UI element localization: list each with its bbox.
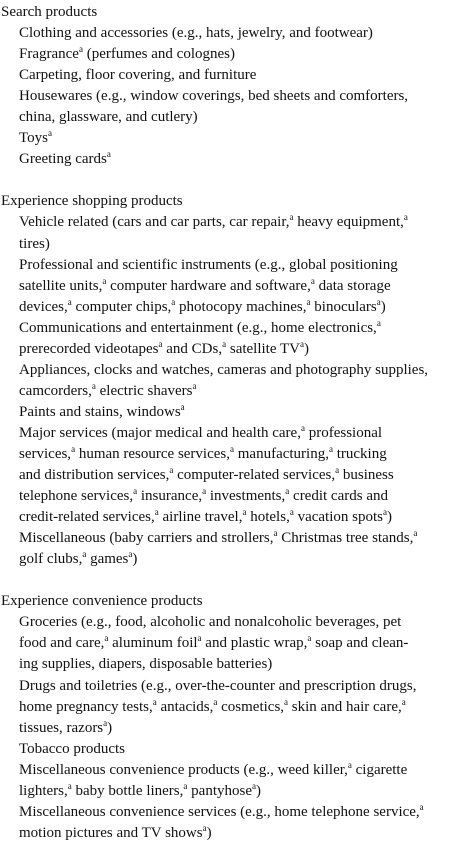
text-run: Appliances, clocks and watches, cameras and photography supplies, [19, 361, 429, 378]
list-item-continuation-line [19, 822, 474, 844]
footnote-marker: a [152, 696, 157, 707]
text-run: photocopy machines, [175, 298, 307, 315]
text-run: ) [206, 824, 212, 841]
text-run: cigarette [351, 761, 408, 778]
list-item [0, 423, 474, 528]
footnote-marker: a [183, 780, 188, 791]
list-item-continuation-line [19, 107, 474, 128]
footnote-marker: a [154, 507, 159, 518]
footnote-marker: a [284, 696, 289, 707]
list-item-first-line [19, 759, 474, 781]
text-run: Communications and entertainment (e.g., home electronics, [19, 319, 377, 336]
footnote-marker: a [401, 696, 406, 707]
section-search-products [0, 2, 474, 170]
section-heading: Search products [1, 4, 98, 20]
footnote-marker: a [197, 633, 202, 644]
text-run: ) [386, 509, 392, 526]
list-item-first-line [19, 255, 474, 276]
footnote-marker: a [335, 465, 340, 476]
list-item-first-line [19, 422, 474, 444]
footnote-marker: a [403, 212, 408, 223]
text-run: skin and hair care, [288, 698, 402, 715]
text-run: ) [132, 551, 138, 568]
section-heading: Experience convenience products [1, 593, 203, 610]
list-item [0, 760, 474, 802]
list-item-first-line [19, 212, 474, 233]
footnote-marker: a [230, 443, 234, 454]
text-run: binoculars [310, 298, 377, 315]
text-run: Vehicle related (cars and car parts, car repair, [19, 214, 290, 231]
text-run: china, glassware, and cutlery) [19, 109, 198, 126]
text-run: Drugs and toiletries (e.g., over-the-counter and prescription drugs, [19, 677, 417, 694]
list-item [0, 212, 474, 254]
section-experience-shopping-products [0, 191, 474, 570]
list-item-continuation-line [19, 654, 474, 675]
text-run: trucking [332, 445, 387, 462]
section-spacer [0, 170, 474, 191]
text-run: and distribution services, [19, 467, 170, 484]
list-item [0, 612, 474, 675]
list-item-continuation-line [19, 296, 474, 318]
list-item-first-line [19, 65, 474, 86]
text-run: Fragrance [19, 46, 79, 63]
text-run: professional [304, 424, 383, 441]
list-item-first-line [19, 612, 474, 633]
list-item-continuation-line [19, 549, 474, 570]
footnote-marker: a [242, 507, 247, 518]
text-run: Toys [19, 130, 48, 147]
text-run: motion pictures and TV shows [19, 824, 203, 841]
list-item [0, 65, 474, 86]
text-run: ) [380, 298, 386, 315]
list-item-first-line [19, 801, 474, 823]
list-item-continuation-line [19, 380, 474, 402]
text-run: Paints and stains, windows [19, 403, 181, 420]
list-item-first-line [19, 128, 474, 149]
list-item-continuation-line [19, 465, 474, 486]
text-run: cosmetics, [217, 698, 285, 715]
footnote-marker: a [91, 380, 96, 391]
text-run: Carpeting, floor covering, and furniture [19, 67, 257, 84]
text-run: manufacturing, [234, 445, 329, 462]
text-run: computer hardware and software, [106, 277, 311, 294]
list-item-continuation-line [19, 275, 474, 297]
text-run: aluminum foil [108, 635, 198, 652]
footnote-marker: a [413, 528, 418, 539]
text-run: Tobacco products [19, 740, 125, 757]
footnote-marker: a [78, 44, 83, 55]
text-run: human resource services, [75, 445, 230, 462]
list-item [0, 86, 474, 128]
list-item-first-line [19, 528, 474, 549]
list-item-continuation-line [19, 717, 474, 739]
text-run: credit cards and [289, 488, 388, 505]
list-item [0, 23, 474, 44]
list-item-first-line [19, 23, 474, 44]
footnote-marker: a [285, 486, 290, 497]
section-experience-convenience-products [0, 591, 474, 844]
text-run: ing supplies, diapers, disposable batteries) [19, 656, 273, 673]
list-item-first-line [19, 676, 474, 697]
text-run: home pregnancy tests, [19, 698, 153, 715]
product-category-list [0, 2, 474, 844]
text-run: satellite units, [19, 277, 103, 294]
text-run: lighters, [19, 782, 68, 799]
footnote-marker: a [306, 296, 311, 307]
text-run: Christmas tree stands, [277, 530, 414, 547]
list-item [0, 739, 474, 760]
text-run: soap and clean- [311, 635, 409, 652]
text-run: computer chips, [71, 298, 172, 315]
text-run: airline travel, [158, 509, 243, 526]
text-run: insurance, [137, 488, 203, 505]
text-run: Greeting cards [19, 151, 107, 168]
text-run: baby bottle liners, [71, 782, 184, 799]
list-item-first-line [19, 149, 474, 170]
text-run: computer-related services, [173, 467, 336, 484]
text-run: pantyhose [187, 782, 252, 799]
list-item [0, 128, 474, 149]
text-run: credit-related services, [19, 509, 155, 526]
text-run: electric shavers [95, 382, 193, 399]
list-item [0, 255, 474, 318]
text-run: Miscellaneous convenience products (e.g., weed killer, [19, 761, 348, 778]
text-run: telephone services, [19, 488, 134, 505]
list-item-first-line [19, 317, 474, 339]
text-run: ) [303, 340, 309, 357]
footnote-marker: a [171, 296, 176, 307]
text-run: hotels, [246, 509, 290, 526]
list-item-continuation-line [19, 696, 474, 718]
text-run: services, [19, 445, 72, 462]
list-item-continuation-line [19, 780, 474, 802]
list-item [0, 402, 474, 423]
text-run: heavy equipment, [293, 214, 404, 231]
text-run: ) [107, 719, 113, 736]
list-item-continuation-line [19, 486, 474, 507]
footnote-marker: a [299, 338, 304, 349]
list-item [0, 44, 474, 65]
text-run: business [339, 467, 394, 484]
list-item-first-line [19, 86, 474, 107]
text-run: Clothing and accessories (e.g., hats, jewelry, and footwear) [19, 25, 373, 42]
list-item-continuation-line [19, 633, 474, 654]
text-run: camcorders, [19, 382, 92, 399]
section-spacer [0, 570, 474, 591]
footnote-marker: a [192, 380, 197, 391]
text-run: tissues, razors [19, 719, 104, 736]
footnote-marker: a [289, 507, 294, 518]
footnote-marker: a [104, 633, 109, 644]
list-item [0, 802, 474, 844]
footnote-marker: a [307, 633, 312, 644]
footnote-marker: a [289, 212, 294, 223]
footnote-marker: a [213, 696, 218, 707]
footnote-marker: a [419, 801, 424, 812]
section-heading: Experience shopping products [1, 193, 183, 210]
footnote-marker: a [133, 486, 138, 497]
list-item-first-line [19, 401, 474, 423]
text-run: vacation spots [293, 509, 383, 526]
text-run: Professional and scientific instruments (e.g., global positioning [19, 256, 398, 273]
footnote-marker: a [202, 822, 207, 833]
footnote-marker: a [202, 486, 207, 497]
footnote-marker: a [222, 338, 227, 349]
text-run: (perfumes and colognes) [82, 46, 235, 63]
footnote-marker: a [67, 780, 72, 791]
footnote-marker: a [382, 507, 387, 518]
list-item-first-line [19, 739, 474, 760]
footnote-marker: a [310, 275, 315, 286]
text-run: Groceries (e.g., food, alcoholic and nonalcoholic beverages, pet [19, 614, 402, 631]
text-run: food and care, [19, 635, 105, 652]
footnote-marker: a [273, 528, 278, 539]
footnote-marker: a [158, 338, 163, 349]
footnote-marker: a [251, 780, 256, 791]
footnote-marker: a [180, 401, 185, 412]
list-item [0, 676, 474, 739]
footnote-marker: a [347, 759, 352, 770]
footnote-marker: a [376, 296, 381, 307]
footnote-marker: a [128, 549, 133, 560]
footnote-marker: a [71, 443, 76, 454]
footnote-marker: a [82, 549, 87, 560]
list-item [0, 528, 474, 570]
text-run: devices, [19, 298, 68, 315]
text-run: ) [255, 782, 261, 799]
text-run: Miscellaneous convenience services (e.g., home telephone service, [19, 803, 420, 820]
text-run: Miscellaneous (baby carriers and strollers, [19, 530, 274, 547]
list-item-first-line [19, 360, 474, 381]
text-run: Major services (major medical and health care, [19, 424, 301, 441]
list-item-continuation-line [19, 234, 474, 255]
footnote-marker: a [103, 717, 108, 728]
footnote-marker: a [67, 296, 72, 307]
text-run: games [86, 551, 129, 568]
list-item-first-line [19, 44, 474, 65]
text-run: and CDs, [162, 340, 223, 357]
footnote-marker: a [47, 128, 52, 139]
text-run: Housewares (e.g., window coverings, bed sheets and comforters, [19, 88, 409, 105]
footnote-marker: a [169, 465, 174, 476]
text-run: golf clubs, [19, 551, 83, 568]
footnote-marker: a [376, 317, 381, 328]
text-run: and plastic wrap, [201, 635, 308, 652]
list-item [0, 149, 474, 170]
footnote-marker: a [102, 275, 107, 286]
text-run: satellite TV [226, 340, 300, 357]
text-run: data storage [314, 277, 391, 294]
footnote-marker: a [300, 422, 305, 433]
text-run: investments, [206, 488, 286, 505]
text-run: antacids, [156, 698, 214, 715]
text-run: prerecorded videotapes [19, 340, 159, 357]
footnote-marker: a [106, 149, 111, 160]
list-item-continuation-line [19, 338, 474, 360]
list-item-continuation-line [19, 507, 474, 528]
text-run: tires) [19, 235, 50, 252]
footnote-marker: a [328, 443, 333, 454]
list-item [0, 360, 474, 402]
list-item [0, 318, 474, 360]
list-item-continuation-line [19, 443, 474, 465]
